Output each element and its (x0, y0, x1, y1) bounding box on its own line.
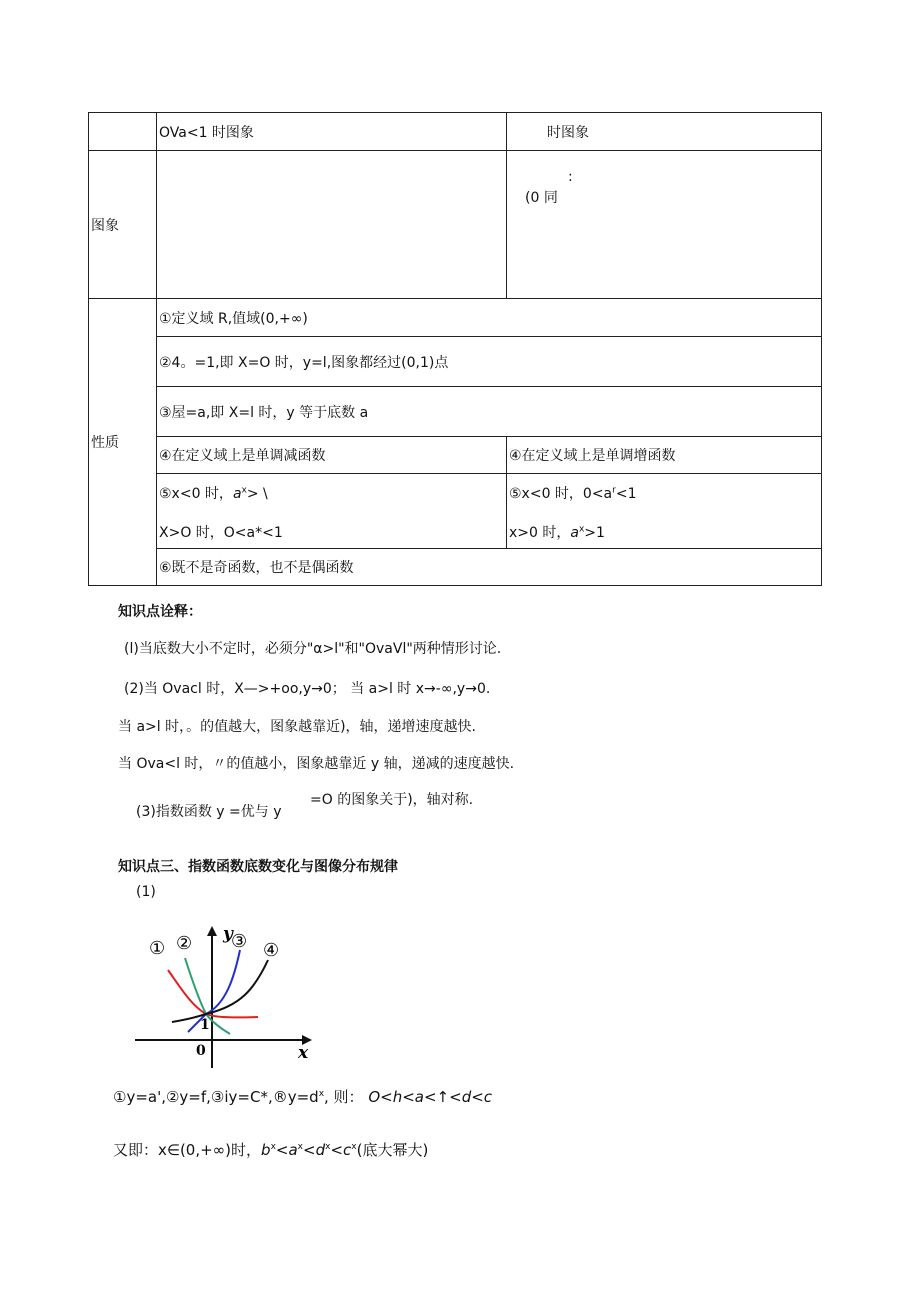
curve-2-label: ② (176, 933, 193, 954)
y-axis-label: y (223, 924, 233, 944)
formula-line: $①y=a',②y=f,③ⅰy=C*,®y=d^x$, 则： O<h<a<↑<d<c (113, 1088, 493, 1106)
prop-5-left: ⑤x<0 时，$a^x>$ \ X>O 时，O<a*<1 (157, 474, 507, 549)
curve-1-label: ① (149, 938, 166, 959)
prop-1: ①定义域 R,值域(0,+∞) (157, 299, 822, 337)
prop-4-right: ④在定义域上是单调增函数 (507, 437, 822, 474)
curve-3-label: ③ (231, 931, 248, 952)
notes-heading: 知识点诠释： (118, 604, 202, 620)
section3-sub: (1) (136, 884, 156, 900)
one-label: 1 (200, 1017, 210, 1033)
note-3: 当 a>l 时，。的值越大，图象越靠近)，轴，递增速度越快. (118, 719, 477, 735)
final-line: 又即：x∈(0,+∞)时，$b^x<a^x<d^x<c^x$(底大幂大) (113, 1141, 429, 1159)
header-right: 时图象 (547, 124, 589, 141)
note-2: (2)当 Ovacl 时，X—>+oo,y→0； 当 a>l 时 x→-∞,y→0. (124, 681, 491, 697)
note-5a: (3)指数函数 y =优与 y (136, 804, 282, 820)
prop-4-left: ④在定义域上是单调减函数 (157, 437, 507, 474)
note-5b: =O 的图象关于)，轴对称. (310, 792, 474, 808)
corner-cell (89, 113, 157, 151)
origin-label: 0 (196, 1043, 206, 1059)
prop-3: ③屋=a,即 X=l 时，y 等于底数 a (157, 387, 822, 437)
prop-5-right: ⑤x<0 时，$0<a^r<1$ x>0 时，$a^x>1$ (507, 474, 822, 549)
curve-4-label: ④ (263, 940, 280, 961)
prop-2: ②4。=1,即 X=O 时，y=l,图象都经过(0,1)点 (157, 337, 822, 387)
header-right-cell (507, 113, 822, 151)
note-1: (l)当底数大小不定时，必须分"α>l"和"OvaVl"两种情形讨论. (124, 641, 502, 657)
image-left-cell (157, 151, 507, 299)
row-label-props: 性质 (89, 299, 157, 586)
x-axis-label: x (298, 1043, 309, 1063)
note-4: 当 Ova<l 时，〃的值越小，图象越靠近 y 轴，递减的速度越快. (118, 756, 515, 772)
exponential-properties-table (88, 112, 822, 586)
image-right-mark: : (568, 169, 573, 185)
image-right-cell (507, 151, 822, 299)
header-left: OVa<1 时图象 (159, 124, 254, 141)
header-left-cell (157, 113, 507, 151)
curve-4 (172, 960, 268, 1022)
prop-5-left-b: X>O 时，O<a*<1 (159, 525, 283, 541)
row-label-image: 图象 (89, 151, 157, 299)
prop-6: ⑥既不是奇函数，也不是偶函数 (157, 549, 822, 586)
section3-heading: 知识点三、指数函数底数变化与图像分布规律 (118, 859, 398, 875)
image-right-text: (0 同 (525, 190, 558, 206)
exponential-curves-figure (130, 918, 320, 1078)
y-axis-arrow (207, 926, 217, 936)
